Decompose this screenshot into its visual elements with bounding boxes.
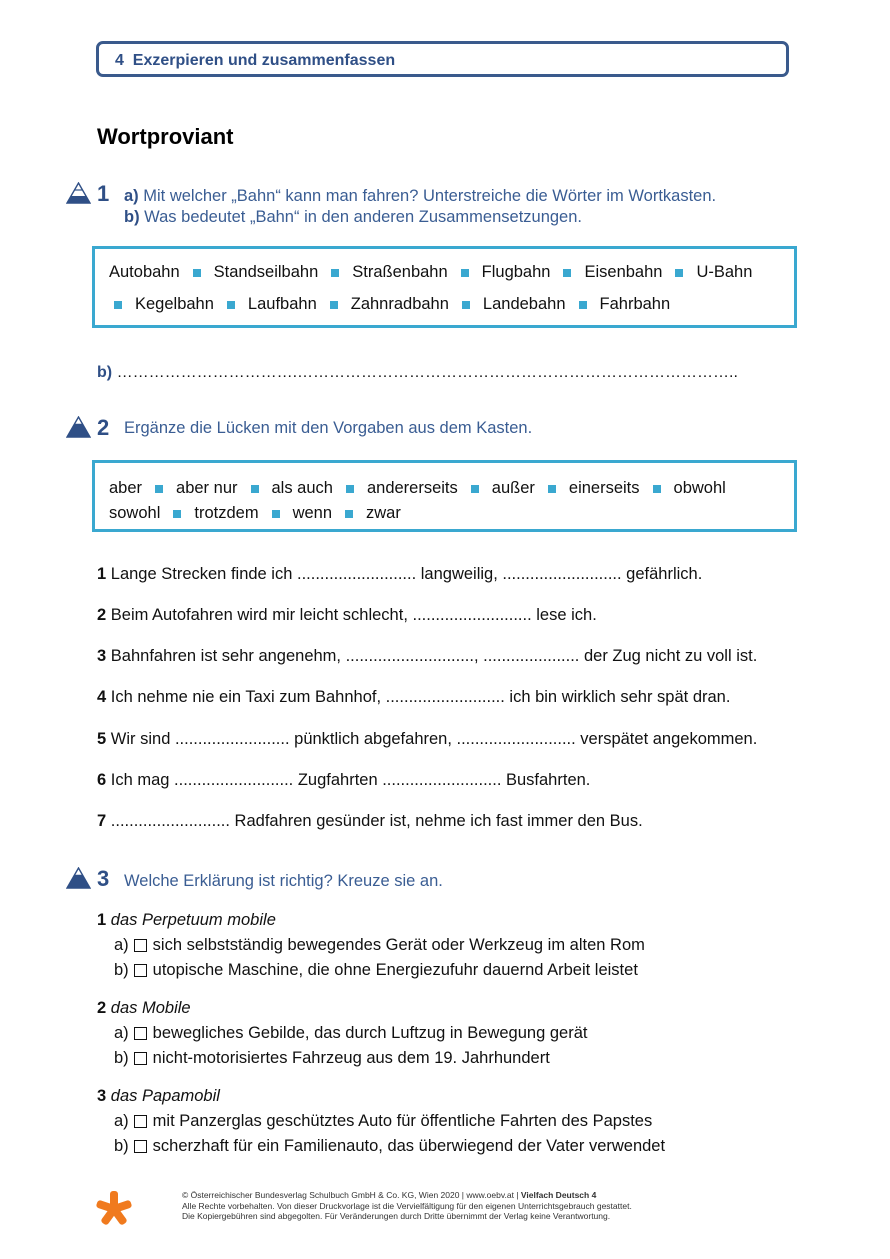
exercise-1-instruction-b: b) Was bedeutet „Bahn“ in den anderen Zusammensetzungen. — [124, 208, 582, 226]
option-text: nicht-motorisiertes Fahrzeug aus dem 19. Jahrhundert — [152, 1049, 550, 1067]
gap-sentence[interactable] — [97, 688, 730, 707]
separator-square-icon — [345, 510, 353, 518]
word-box-1 — [92, 246, 797, 328]
checkbox[interactable] — [134, 1115, 147, 1128]
question-title: 2 das Mobile — [97, 999, 191, 1017]
word-item[interactable]: U-Bahn — [696, 263, 753, 281]
option-label: b) — [114, 961, 129, 979]
exercise-1-instruction-a: a) Mit welcher „Bahn“ kann man fahren? Unterstreiche die Wörter im Wortkasten. — [124, 187, 717, 205]
exercise-3-instruction: Welche Erklärung ist richtig? Kreuze sie an. — [124, 872, 443, 890]
word-item[interactable]: Kegelbahn — [135, 295, 214, 313]
word-box-2-row-2 — [109, 504, 401, 523]
option-text: utopische Maschine, die ohne Energiezufuhr dauernd Arbeit leistet — [152, 961, 638, 979]
exercise-2-instruction: Ergänze die Lücken mit den Vorgaben aus dem Kasten. — [124, 419, 533, 437]
option-text: bewegliches Gebilde, das durch Luftzug in Bewegung gerät — [152, 1024, 588, 1042]
sentence-text: Ich mag .......................... Zugfahrten .......................... Busfahrten. — [110, 771, 591, 789]
word-item[interactable]: außer — [491, 479, 535, 497]
separator-square-icon — [548, 485, 556, 493]
separator-square-icon — [227, 301, 235, 309]
gap-sentence[interactable] — [97, 647, 757, 666]
chapter-title: 4 Exzerpieren und zusammenfassen — [115, 52, 396, 69]
checkbox[interactable] — [134, 939, 147, 952]
option-text: mit Panzerglas geschütztes Auto für öffentliche Fahrten des Papstes — [152, 1112, 653, 1130]
answer-option — [114, 1137, 665, 1156]
sentence-text: Ich nehme nie ein Taxi zum Bahnhof, .......................... ich bin wirklich sehr spät dran. — [110, 688, 731, 706]
sentence-text: Bahnfahren ist sehr angenehm, ............................, ..................... der Zug nicht zu voll ist. — [110, 647, 758, 665]
option-label: b) — [114, 1049, 129, 1067]
word-item[interactable]: zwar — [366, 504, 401, 522]
word-item[interactable]: aber — [109, 479, 143, 497]
exercise-1-number: 1 — [97, 181, 110, 206]
separator-square-icon — [251, 485, 259, 493]
gap-sentence[interactable] — [97, 812, 643, 831]
answer-option — [114, 936, 645, 955]
answer-option — [114, 1024, 587, 1043]
gap-sentence[interactable] — [97, 565, 702, 584]
sentence-number: 1 — [97, 565, 107, 583]
copyright-footer: © Österreichischer Bundesverlag Schulbuch GmbH & Co. KG, Wien 2020 | www.oebv.at | Vielfach Deutsch 4 Alle Rechte vorbehalten. Von dieser Druckvorlage ist die Vervielfältigung für den eigenen Unterrichtsgebrauch gestattet. Die Kopiergebühren sind abgegolten. Für Veränderungen durch Dritte übernimmt der Verlag keine Verantwortung. — [182, 1190, 632, 1221]
separator-square-icon — [653, 485, 661, 493]
option-label: a) — [114, 1112, 129, 1130]
separator-square-icon — [675, 269, 683, 277]
sentence-number: 3 — [97, 647, 107, 665]
answer-option — [114, 1049, 550, 1068]
difficulty-pyramid-icon — [66, 182, 91, 204]
separator-square-icon — [346, 485, 354, 493]
word-item[interactable]: Standseilbahn — [213, 263, 319, 281]
sentence-number: 6 — [97, 771, 107, 789]
separator-square-icon — [461, 269, 469, 277]
word-item[interactable]: Eisenbahn — [584, 263, 663, 281]
word-item[interactable]: obwohl — [673, 479, 726, 497]
sentence-number: 5 — [97, 730, 107, 748]
difficulty-pyramid-icon — [66, 416, 91, 438]
word-item[interactable]: einerseits — [568, 479, 640, 497]
word-item[interactable]: Straßenbahn — [352, 263, 448, 281]
word-box-2 — [92, 460, 797, 532]
separator-square-icon — [471, 485, 479, 493]
word-item[interactable]: Laufbahn — [247, 295, 317, 313]
option-label: b) — [114, 1137, 129, 1155]
option-text: scherzhaft für ein Familienauto, das überwiegend der Vater verwendet — [152, 1137, 666, 1155]
word-box-2-row-1 — [109, 479, 726, 498]
checkbox[interactable] — [134, 1140, 147, 1153]
word-item[interactable]: Landebahn — [482, 295, 566, 313]
separator-square-icon — [272, 510, 280, 518]
option-text: sich selbstständig bewegendes Gerät oder Werkzeug im alten Rom — [152, 936, 645, 954]
separator-square-icon — [330, 301, 338, 309]
sentence-text: Lange Strecken finde ich .......................... langweilig, .......................... gefährlich. — [110, 565, 703, 583]
word-item[interactable]: als auch — [271, 479, 333, 497]
word-item[interactable]: sowohl — [109, 504, 161, 522]
separator-square-icon — [563, 269, 571, 277]
page-title: Wortproviant — [97, 124, 234, 149]
sentence-text: Beim Autofahren wird mir leicht schlecht, .......................... lese ich. — [110, 606, 597, 624]
separator-square-icon — [114, 301, 122, 309]
sentence-number: 2 — [97, 606, 107, 624]
separator-square-icon — [462, 301, 470, 309]
answer-option — [114, 1112, 652, 1131]
word-item[interactable]: aber nur — [176, 479, 238, 497]
word-item[interactable]: Flugbahn — [481, 263, 551, 281]
separator-square-icon — [579, 301, 587, 309]
sentence-number: 4 — [97, 688, 107, 706]
word-item[interactable]: Autobahn — [109, 263, 180, 281]
checkbox[interactable] — [134, 1027, 147, 1040]
word-box-1-row-1 — [109, 263, 752, 282]
separator-square-icon — [155, 485, 163, 493]
answer-option — [114, 961, 638, 980]
separator-square-icon — [193, 269, 201, 277]
oebv-star-logo — [96, 1190, 132, 1228]
checkbox[interactable] — [134, 1052, 147, 1065]
separator-square-icon — [173, 510, 181, 518]
checkbox[interactable] — [134, 964, 147, 977]
gap-sentence[interactable] — [97, 730, 757, 749]
word-item[interactable]: wenn — [292, 504, 333, 522]
word-box-1-row-2 — [101, 295, 670, 314]
word-item[interactable]: andererseits — [366, 479, 458, 497]
sentence-text: .......................... Radfahren gesünder ist, nehme ich fast immer den Bus. — [110, 812, 643, 830]
option-label: a) — [114, 936, 129, 954]
option-label: a) — [114, 1024, 129, 1042]
exercise-2-number: 2 — [97, 415, 110, 440]
exercise-3-number: 3 — [97, 866, 110, 891]
sentence-text: Wir sind ......................... pünktlich abgefahren, .......................... verspätet angekommen. — [110, 730, 758, 748]
sentence-number: 7 — [97, 812, 107, 830]
difficulty-pyramid-icon — [66, 867, 91, 889]
question-title: 3 das Papamobil — [97, 1087, 220, 1105]
answer-line-b[interactable]: b) …………………………….……………………………………………………………………….. — [97, 364, 738, 381]
separator-square-icon — [331, 269, 339, 277]
word-item[interactable]: Fahrbahn — [599, 295, 671, 313]
word-item[interactable]: Zahnradbahn — [350, 295, 449, 313]
gap-sentence[interactable] — [97, 771, 590, 790]
question-title: 1 das Perpetuum mobile — [97, 911, 276, 929]
gap-sentence[interactable] — [97, 606, 597, 625]
chapter-header-box — [96, 41, 789, 77]
word-item[interactable]: trotzdem — [194, 504, 259, 522]
